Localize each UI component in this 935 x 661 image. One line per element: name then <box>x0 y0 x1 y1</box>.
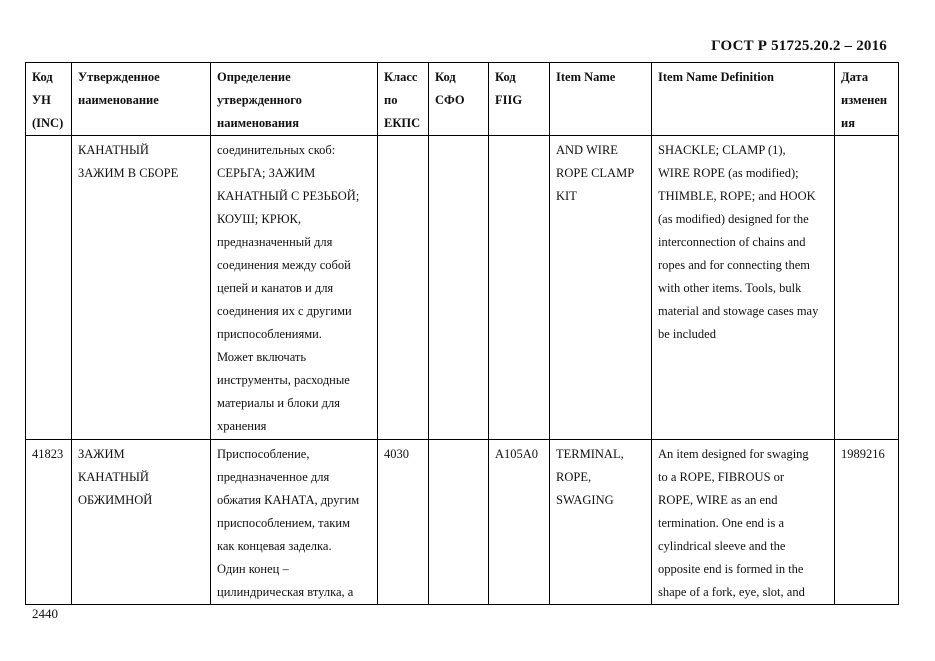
cell-sfo-code <box>429 136 489 440</box>
cell-sfo-code <box>429 440 489 605</box>
document-header: ГОСТ Р 51725.20.2 – 2016 <box>711 38 887 54</box>
cell-change-date <box>835 136 899 440</box>
cell-text-line: обжатия КАНАТА, другим <box>217 493 360 507</box>
cell-text-line: SHACKLE; CLAMP (1), <box>658 143 786 157</box>
cell-item-name <box>550 136 652 440</box>
cell-text-line: Код <box>32 70 53 84</box>
cell-approved-name <box>72 440 211 605</box>
cell-text-line: AND WIRE <box>556 143 618 157</box>
cell-class <box>378 440 429 605</box>
cell-text-line: наименование <box>78 93 159 107</box>
cell-text-line: изменен <box>841 93 888 107</box>
cell-text-line: УН <box>32 93 51 107</box>
cell-item-name <box>550 440 652 605</box>
cell-text-line: инструменты, расходные <box>217 373 350 387</box>
cell-text-line: 1989216 <box>841 447 885 461</box>
cell-text-line: THIMBLE, ROPE; and HOOK <box>658 189 816 203</box>
cell-text-line: приспособлениями. <box>217 327 322 341</box>
cell-class <box>378 136 429 440</box>
cell-text-line: (INC) <box>32 116 64 130</box>
cell-text-line: interconnection of chains and <box>658 235 806 249</box>
cell-text-line: 41823 <box>32 447 64 461</box>
cell-text-line: приспособлением, таким <box>217 516 350 530</box>
cell-text-line: KIT <box>556 189 577 203</box>
cell-text-line: ия <box>841 116 855 130</box>
table-row <box>26 136 899 440</box>
cell-text-line: 4030 <box>384 447 409 461</box>
col-header-code-un <box>26 63 72 136</box>
cell-text-line: (as modified) designed for the <box>658 212 809 226</box>
cell-text-line: material and stowage cases may <box>658 304 819 318</box>
cell-text-line: соединения между собой <box>217 258 351 272</box>
cell-text-line: shape of a fork, eye, slot, and <box>658 585 805 599</box>
cell-text-line: Приспособление, <box>217 447 310 461</box>
cell-approved-name <box>72 136 211 440</box>
cell-text-line: материалы и блоки для <box>217 396 341 410</box>
cell-text-line: по <box>384 93 398 107</box>
cell-text-line: соединительных скоб: <box>217 143 336 157</box>
cell-text-line: ЗАЖИМ <box>78 447 125 461</box>
cell-fiig-code <box>489 136 550 440</box>
col-header-sfo-code <box>429 63 489 136</box>
cell-text-line: ЕКПС <box>384 116 421 130</box>
col-header-fiig-code <box>489 63 550 136</box>
cell-text-line: предназначенный для <box>217 235 333 249</box>
cell-text-line: КАНАТНЫЙ <box>78 470 149 484</box>
cell-text-line: A105A0 <box>495 447 539 461</box>
cell-text-line: СФО <box>435 93 465 107</box>
cell-text-line: ROPE CLAMP <box>556 166 635 180</box>
cell-text-line: Дата <box>841 70 869 84</box>
cell-text-line: цилиндрическая втулка, а <box>217 585 354 599</box>
cell-text-line: как концевая заделка. <box>217 539 332 553</box>
cell-text-line: соединения их с другими <box>217 304 352 318</box>
cell-text-line: FIIG <box>495 93 523 107</box>
page-number: 2440 <box>32 606 58 621</box>
cell-text-line: Item Name Definition <box>658 70 774 84</box>
cell-change-date <box>835 440 899 605</box>
col-header-change-date <box>835 63 899 136</box>
cell-text-line: ROPE, WIRE as an end <box>658 493 778 507</box>
cell-code-un <box>26 440 72 605</box>
cell-text-line: цепей и канатов и для <box>217 281 334 295</box>
cell-code-un <box>26 136 72 440</box>
header-row <box>26 63 899 136</box>
cell-text-line: КАНАТНЫЙ <box>78 143 149 157</box>
cell-text-line: Один конец – <box>217 562 289 576</box>
cell-fiig-code <box>489 440 550 605</box>
cell-text-line: хранения <box>217 419 267 433</box>
cell-text-line: SWAGING <box>556 493 614 507</box>
col-header-class <box>378 63 429 136</box>
cell-text-line: Код <box>435 70 456 84</box>
cell-text-line: КОУШ; КРЮК, <box>217 212 302 226</box>
cell-text-line: СЕРЬГА; ЗАЖИМ <box>217 166 316 180</box>
cell-text-line: КАНАТНЫЙ С РЕЗЬБОЙ; <box>217 189 360 203</box>
table-row <box>26 440 899 605</box>
cell-text-line: ROPE, <box>556 470 592 484</box>
cell-text-line: наименования <box>217 116 300 130</box>
cell-text-line: ЗАЖИМ В СБОРЕ <box>78 166 179 180</box>
cell-text-line: to a ROPE, FIBROUS or <box>658 470 785 484</box>
cell-text-line: termination. One end is a <box>658 516 785 530</box>
cell-text-line: with other items. Tools, bulk <box>658 281 802 295</box>
col-header-item-name <box>550 63 652 136</box>
cell-text-line: ropes and for connecting them <box>658 258 811 272</box>
cell-definition <box>211 136 378 440</box>
cell-text-line: opposite end is formed in the <box>658 562 804 576</box>
cell-text-line: cylindrical sleeve and the <box>658 539 786 553</box>
cell-text-line: Item Name <box>556 70 616 84</box>
cell-definition <box>211 440 378 605</box>
cell-text-line: TERMINAL, <box>556 447 624 461</box>
data-table <box>25 62 899 605</box>
col-header-item-definition <box>652 63 835 136</box>
cell-text-line: Код <box>495 70 516 84</box>
cell-text-line: утвержденного <box>217 93 302 107</box>
cell-text-line: Определение <box>217 70 291 84</box>
col-header-definition <box>211 63 378 136</box>
cell-text-line: Утвержденное <box>78 70 160 84</box>
cell-text-line: предназначенное для <box>217 470 330 484</box>
cell-item-definition <box>652 440 835 605</box>
cell-text-line: ОБЖИМНОЙ <box>78 493 153 507</box>
cell-text-line: Класс <box>384 70 418 84</box>
cell-text-line: An item designed for swaging <box>658 447 809 461</box>
col-header-approved-name <box>72 63 211 136</box>
cell-text-line: WIRE ROPE (as modified); <box>658 166 799 180</box>
cell-text-line: be included <box>658 327 716 341</box>
cell-text-line: Может включать <box>217 350 307 364</box>
cell-item-definition <box>652 136 835 440</box>
